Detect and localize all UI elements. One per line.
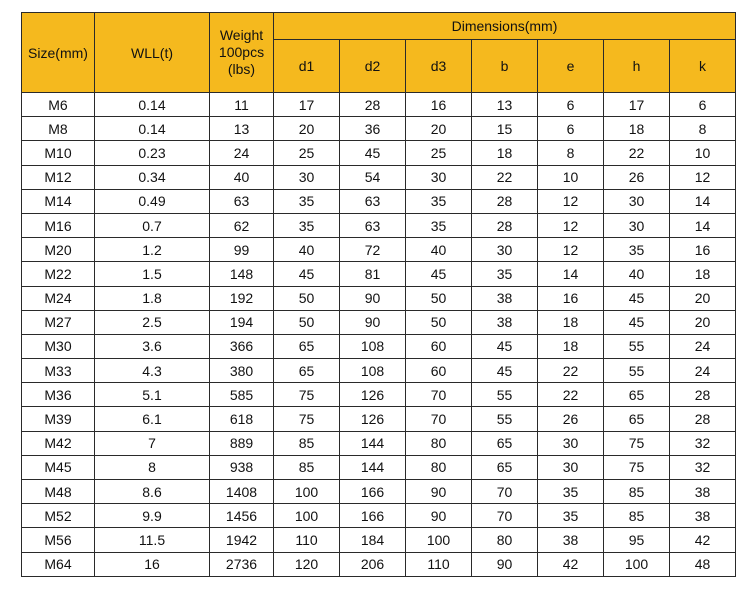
cell-h: 45: [604, 310, 670, 334]
cell-e: 30: [538, 431, 604, 455]
cell-weight: 585: [210, 383, 274, 407]
cell-h: 22: [604, 141, 670, 165]
cell-size: M48: [22, 480, 95, 504]
cell-d3: 70: [406, 383, 472, 407]
cell-k: 6: [670, 93, 736, 117]
cell-size: M56: [22, 528, 95, 552]
table-row: [22, 455, 736, 479]
cell-size: M8: [22, 117, 95, 141]
cell-size: M52: [22, 504, 95, 528]
cell-d2: 166: [340, 504, 406, 528]
cell-wll: 0.14: [95, 117, 210, 141]
cell-weight: 366: [210, 334, 274, 358]
cell-d3: 100: [406, 528, 472, 552]
cell-h: 18: [604, 117, 670, 141]
cell-d3: 50: [406, 286, 472, 310]
header-e: e: [538, 40, 604, 93]
cell-wll: 2.5: [95, 310, 210, 334]
cell-wll: 8.6: [95, 480, 210, 504]
cell-size: M27: [22, 310, 95, 334]
cell-d3: 60: [406, 334, 472, 358]
table-row: [22, 213, 736, 237]
cell-d1: 85: [274, 431, 340, 455]
cell-h: 55: [604, 359, 670, 383]
cell-k: 8: [670, 117, 736, 141]
cell-h: 75: [604, 431, 670, 455]
cell-size: M42: [22, 431, 95, 455]
cell-b: 18: [472, 141, 538, 165]
cell-d2: 36: [340, 117, 406, 141]
cell-h: 45: [604, 286, 670, 310]
table-row: [22, 552, 736, 576]
cell-d1: 40: [274, 238, 340, 262]
cell-size: M64: [22, 552, 95, 576]
cell-k: 20: [670, 310, 736, 334]
cell-wll: 9.9: [95, 504, 210, 528]
cell-b: 80: [472, 528, 538, 552]
cell-weight: 889: [210, 431, 274, 455]
cell-d1: 120: [274, 552, 340, 576]
cell-b: 28: [472, 213, 538, 237]
cell-d3: 45: [406, 262, 472, 286]
cell-e: 12: [538, 189, 604, 213]
cell-wll: 0.7: [95, 213, 210, 237]
cell-h: 100: [604, 552, 670, 576]
cell-d3: 60: [406, 359, 472, 383]
cell-d3: 80: [406, 455, 472, 479]
cell-b: 13: [472, 93, 538, 117]
cell-b: 38: [472, 310, 538, 334]
cell-k: 16: [670, 238, 736, 262]
cell-weight: 63: [210, 189, 274, 213]
cell-weight: 62: [210, 213, 274, 237]
cell-d2: 81: [340, 262, 406, 286]
cell-k: 24: [670, 359, 736, 383]
cell-wll: 1.5: [95, 262, 210, 286]
cell-h: 55: [604, 334, 670, 358]
cell-e: 14: [538, 262, 604, 286]
cell-h: 75: [604, 455, 670, 479]
cell-k: 14: [670, 189, 736, 213]
cell-d2: 108: [340, 334, 406, 358]
cell-wll: 11.5: [95, 528, 210, 552]
cell-h: 35: [604, 238, 670, 262]
cell-h: 85: [604, 504, 670, 528]
cell-d2: 63: [340, 213, 406, 237]
table-row: [22, 238, 736, 262]
table-row: [22, 407, 736, 431]
cell-d1: 100: [274, 480, 340, 504]
cell-weight: 13: [210, 117, 274, 141]
cell-wll: 0.49: [95, 189, 210, 213]
cell-h: 65: [604, 407, 670, 431]
cell-wll: 5.1: [95, 383, 210, 407]
cell-d1: 50: [274, 286, 340, 310]
cell-b: 35: [472, 262, 538, 286]
header-h: h: [604, 40, 670, 93]
cell-e: 6: [538, 117, 604, 141]
cell-d1: 100: [274, 504, 340, 528]
header-d1: d1: [274, 40, 340, 93]
cell-weight: 1942: [210, 528, 274, 552]
cell-b: 70: [472, 504, 538, 528]
cell-h: 30: [604, 189, 670, 213]
cell-d1: 65: [274, 359, 340, 383]
cell-weight: 1456: [210, 504, 274, 528]
cell-d1: 50: [274, 310, 340, 334]
table-row: [22, 165, 736, 189]
cell-b: 30: [472, 238, 538, 262]
cell-wll: 1.2: [95, 238, 210, 262]
cell-d3: 70: [406, 407, 472, 431]
cell-d3: 35: [406, 213, 472, 237]
cell-d2: 28: [340, 93, 406, 117]
table-row: [22, 117, 736, 141]
cell-d2: 166: [340, 480, 406, 504]
cell-d1: 75: [274, 407, 340, 431]
cell-size: M33: [22, 359, 95, 383]
table-row: [22, 359, 736, 383]
cell-k: 28: [670, 383, 736, 407]
header-weight: Weight 100pcs (lbs): [210, 13, 274, 93]
table-row: [22, 286, 736, 310]
table-header: [22, 13, 736, 93]
table-row: [22, 189, 736, 213]
cell-d3: 110: [406, 552, 472, 576]
cell-d1: 35: [274, 189, 340, 213]
table-row: [22, 93, 736, 117]
cell-size: M14: [22, 189, 95, 213]
cell-k: 32: [670, 431, 736, 455]
cell-e: 10: [538, 165, 604, 189]
cell-d3: 25: [406, 141, 472, 165]
cell-d2: 126: [340, 407, 406, 431]
table-row: [22, 504, 736, 528]
cell-d3: 30: [406, 165, 472, 189]
cell-b: 28: [472, 189, 538, 213]
cell-d1: 45: [274, 262, 340, 286]
cell-size: M10: [22, 141, 95, 165]
cell-e: 35: [538, 504, 604, 528]
cell-d2: 72: [340, 238, 406, 262]
cell-wll: 7: [95, 431, 210, 455]
dimensions-table: [21, 12, 736, 577]
cell-d3: 20: [406, 117, 472, 141]
cell-e: 42: [538, 552, 604, 576]
cell-wll: 3.6: [95, 334, 210, 358]
cell-wll: 16: [95, 552, 210, 576]
cell-e: 30: [538, 455, 604, 479]
cell-wll: 1.8: [95, 286, 210, 310]
cell-size: M30: [22, 334, 95, 358]
cell-k: 10: [670, 141, 736, 165]
cell-d2: 90: [340, 286, 406, 310]
cell-k: 14: [670, 213, 736, 237]
header-k: k: [670, 40, 736, 93]
cell-h: 85: [604, 480, 670, 504]
cell-b: 65: [472, 431, 538, 455]
cell-d2: 206: [340, 552, 406, 576]
cell-k: 24: [670, 334, 736, 358]
cell-size: M24: [22, 286, 95, 310]
cell-d1: 30: [274, 165, 340, 189]
cell-k: 38: [670, 480, 736, 504]
cell-e: 18: [538, 310, 604, 334]
cell-h: 40: [604, 262, 670, 286]
cell-e: 18: [538, 334, 604, 358]
cell-e: 12: [538, 213, 604, 237]
cell-b: 55: [472, 407, 538, 431]
cell-size: M36: [22, 383, 95, 407]
cell-k: 28: [670, 407, 736, 431]
table-row: [22, 480, 736, 504]
cell-d1: 65: [274, 334, 340, 358]
cell-wll: 0.23: [95, 141, 210, 165]
cell-weight: 2736: [210, 552, 274, 576]
cell-size: M22: [22, 262, 95, 286]
cell-e: 22: [538, 359, 604, 383]
table-row: [22, 310, 736, 334]
cell-k: 32: [670, 455, 736, 479]
table-row: [22, 528, 736, 552]
header-size: Size(mm): [22, 13, 95, 93]
cell-b: 65: [472, 455, 538, 479]
cell-e: 38: [538, 528, 604, 552]
cell-k: 12: [670, 165, 736, 189]
cell-h: 30: [604, 213, 670, 237]
cell-weight: 192: [210, 286, 274, 310]
cell-d1: 85: [274, 455, 340, 479]
cell-d3: 50: [406, 310, 472, 334]
cell-b: 38: [472, 286, 538, 310]
header-d3: d3: [406, 40, 472, 93]
header-b: b: [472, 40, 538, 93]
cell-wll: 8: [95, 455, 210, 479]
cell-d3: 16: [406, 93, 472, 117]
cell-d3: 35: [406, 189, 472, 213]
cell-b: 45: [472, 334, 538, 358]
cell-d2: 126: [340, 383, 406, 407]
cell-wll: 6.1: [95, 407, 210, 431]
table-body: [22, 93, 736, 577]
cell-d2: 54: [340, 165, 406, 189]
cell-b: 70: [472, 480, 538, 504]
cell-e: 26: [538, 407, 604, 431]
cell-d2: 108: [340, 359, 406, 383]
cell-h: 17: [604, 93, 670, 117]
cell-k: 38: [670, 504, 736, 528]
header-d2: d2: [340, 40, 406, 93]
cell-e: 6: [538, 93, 604, 117]
cell-wll: 4.3: [95, 359, 210, 383]
table-row: [22, 431, 736, 455]
header-dimensions: Dimensions(mm): [274, 13, 736, 40]
header-wll: WLL(t): [95, 13, 210, 93]
cell-b: 90: [472, 552, 538, 576]
cell-d3: 90: [406, 504, 472, 528]
cell-d2: 45: [340, 141, 406, 165]
cell-k: 48: [670, 552, 736, 576]
cell-weight: 618: [210, 407, 274, 431]
cell-wll: 0.14: [95, 93, 210, 117]
cell-e: 22: [538, 383, 604, 407]
cell-h: 26: [604, 165, 670, 189]
table-row: [22, 334, 736, 358]
cell-k: 18: [670, 262, 736, 286]
cell-b: 15: [472, 117, 538, 141]
cell-d2: 63: [340, 189, 406, 213]
cell-k: 42: [670, 528, 736, 552]
table-row: [22, 262, 736, 286]
cell-b: 22: [472, 165, 538, 189]
cell-weight: 380: [210, 359, 274, 383]
cell-weight: 11: [210, 93, 274, 117]
table-row: [22, 383, 736, 407]
spec-table-container: [21, 12, 736, 577]
cell-weight: 24: [210, 141, 274, 165]
cell-e: 35: [538, 480, 604, 504]
cell-h: 65: [604, 383, 670, 407]
cell-b: 45: [472, 359, 538, 383]
cell-b: 55: [472, 383, 538, 407]
cell-wll: 0.34: [95, 165, 210, 189]
cell-d2: 90: [340, 310, 406, 334]
cell-k: 20: [670, 286, 736, 310]
cell-d3: 90: [406, 480, 472, 504]
cell-d2: 144: [340, 455, 406, 479]
cell-d2: 144: [340, 431, 406, 455]
cell-h: 95: [604, 528, 670, 552]
cell-d1: 110: [274, 528, 340, 552]
cell-size: M6: [22, 93, 95, 117]
cell-size: M12: [22, 165, 95, 189]
cell-d1: 35: [274, 213, 340, 237]
cell-e: 8: [538, 141, 604, 165]
cell-d3: 80: [406, 431, 472, 455]
cell-d1: 75: [274, 383, 340, 407]
cell-weight: 194: [210, 310, 274, 334]
cell-d1: 17: [274, 93, 340, 117]
cell-d2: 184: [340, 528, 406, 552]
cell-size: M16: [22, 213, 95, 237]
cell-d3: 40: [406, 238, 472, 262]
cell-size: M45: [22, 455, 95, 479]
cell-weight: 148: [210, 262, 274, 286]
cell-d1: 25: [274, 141, 340, 165]
cell-weight: 40: [210, 165, 274, 189]
cell-d1: 20: [274, 117, 340, 141]
cell-size: M20: [22, 238, 95, 262]
cell-size: M39: [22, 407, 95, 431]
cell-e: 16: [538, 286, 604, 310]
table-row: [22, 141, 736, 165]
cell-weight: 938: [210, 455, 274, 479]
cell-weight: 1408: [210, 480, 274, 504]
cell-e: 12: [538, 238, 604, 262]
cell-weight: 99: [210, 238, 274, 262]
